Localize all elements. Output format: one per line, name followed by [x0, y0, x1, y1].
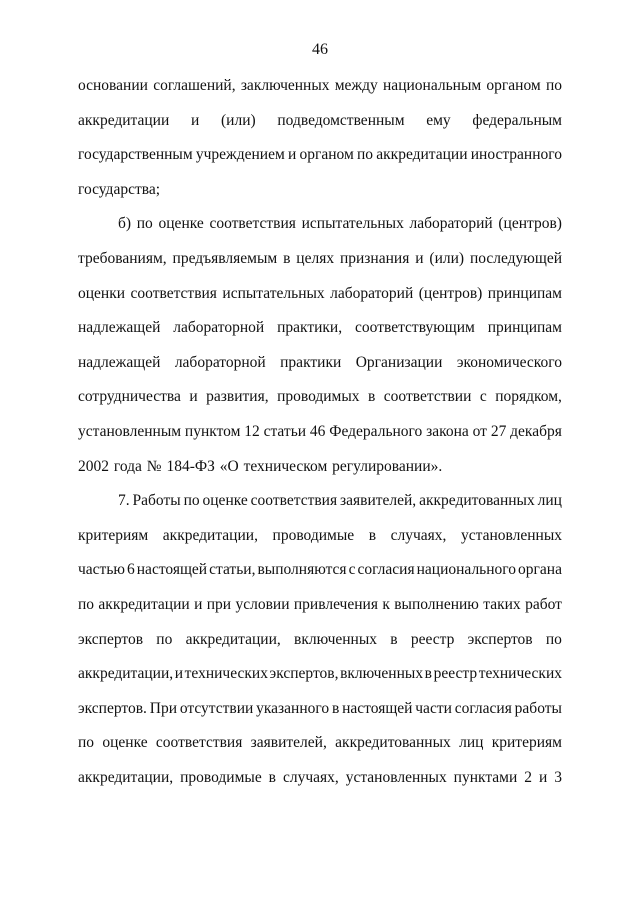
word: надлежащей — [78, 319, 161, 337]
word: 27 — [490, 422, 507, 440]
word: привлечения — [293, 595, 378, 613]
word: и — [194, 595, 203, 613]
word: Организации — [355, 353, 443, 371]
word: проводимые — [180, 768, 262, 786]
text-line — [78, 109, 562, 144]
word: целях — [296, 249, 335, 267]
word: в — [331, 699, 340, 717]
word: лабораторий — [330, 284, 414, 302]
word: технических — [478, 665, 562, 683]
word: 6 — [127, 561, 135, 579]
word: декабря — [510, 422, 562, 440]
word: развития, — [206, 388, 269, 406]
word: предъявляемым — [172, 249, 278, 267]
word: статьи, — [209, 561, 256, 579]
word: установленным — [78, 422, 182, 440]
word: аккредитации, — [162, 526, 258, 544]
word: надлежащей — [78, 353, 161, 371]
word: при — [206, 595, 232, 613]
text-line — [78, 385, 562, 420]
word: установленных — [461, 526, 562, 544]
word: и — [288, 146, 297, 164]
word: заявителей, — [340, 492, 417, 510]
text-line — [78, 766, 562, 801]
text-line — [78, 628, 562, 663]
page-number: 46 — [312, 41, 328, 58]
word: учреждением — [195, 146, 285, 164]
text-line — [78, 558, 562, 593]
word: Федерального — [329, 422, 423, 440]
word: по — [156, 630, 173, 648]
word: соответствующим — [355, 319, 475, 337]
word: 7. — [118, 492, 130, 510]
word: принципам — [487, 284, 562, 302]
word: соответствии — [383, 388, 472, 406]
word: б) — [118, 215, 132, 233]
word: таких — [483, 595, 521, 613]
word: включенных — [340, 665, 424, 683]
word: случаях, — [390, 526, 447, 544]
word: по — [78, 595, 95, 613]
word: указанного — [256, 699, 330, 717]
word: оценке — [102, 734, 148, 752]
word: по — [183, 492, 200, 510]
text-line — [78, 351, 562, 386]
word: по — [357, 146, 374, 164]
word: При — [149, 699, 177, 717]
text-line — [78, 247, 562, 282]
word: экспертов — [78, 630, 144, 648]
word: национального — [416, 561, 517, 579]
word: проводимые — [272, 526, 355, 544]
word: проводимых — [277, 388, 360, 406]
word: 12 — [244, 422, 260, 440]
word: соответствия — [130, 284, 217, 302]
word: по — [545, 77, 562, 94]
word: и — [174, 665, 184, 683]
word: соответствия — [209, 215, 296, 233]
word: соглашений, — [153, 77, 236, 94]
word: лиц — [537, 492, 562, 510]
word: органом — [299, 146, 354, 164]
text-line: 2002 года № 184-ФЗ «О техническом регулировании». — [78, 457, 443, 475]
word: критериям — [78, 526, 149, 544]
word: органа — [518, 561, 562, 579]
word: реестр — [410, 630, 455, 648]
word: критериям — [491, 734, 562, 752]
word: части — [415, 699, 452, 717]
word: аккредитации, — [185, 630, 281, 648]
word: соответствия — [155, 734, 243, 752]
word: основании — [78, 77, 148, 94]
text-line: государства; — [78, 180, 161, 198]
word: закона — [426, 422, 469, 440]
word: аккредитованных — [419, 492, 535, 510]
word: лабораторной — [174, 353, 266, 371]
word: случаях, — [282, 768, 339, 786]
word: по — [545, 630, 562, 648]
word: порядком, — [495, 388, 562, 406]
word: принципам — [487, 319, 562, 337]
word: аккредитации, — [78, 768, 174, 786]
word: (центров) — [418, 284, 483, 302]
word: аккредитации — [376, 146, 468, 164]
word: аккредитации — [78, 111, 170, 129]
word: условии — [235, 595, 290, 613]
text-line — [78, 420, 562, 455]
word: к — [382, 595, 390, 613]
word: согласия — [357, 561, 415, 579]
word: иностранного — [470, 146, 562, 164]
word: экспертов — [467, 630, 533, 648]
word: 2 — [524, 768, 532, 786]
text-line — [78, 697, 562, 732]
word: в — [268, 768, 276, 786]
paragraph — [78, 489, 562, 800]
word: испытательных — [222, 284, 325, 302]
word: с — [479, 388, 487, 406]
word: лиц — [459, 734, 484, 752]
word: по — [136, 215, 153, 233]
word: заключенных — [240, 77, 330, 94]
word: в — [390, 630, 398, 648]
word: лабораторной — [173, 319, 265, 337]
word: пунктом — [184, 422, 241, 440]
word: настоящей — [342, 699, 413, 717]
word: федеральным — [472, 111, 562, 129]
word: и — [415, 249, 424, 267]
word: оценки — [78, 284, 126, 302]
word: между — [334, 77, 378, 94]
word: заявителей, — [250, 734, 327, 752]
word: в — [368, 388, 376, 406]
word: и — [538, 768, 548, 786]
text-line — [78, 316, 562, 351]
word: экспертов. — [78, 699, 147, 717]
word: в — [283, 249, 291, 267]
word: национальным — [383, 77, 482, 94]
word: (или) — [429, 249, 465, 267]
word: по — [78, 734, 95, 752]
word: 46 — [309, 422, 326, 440]
document-body — [78, 74, 562, 800]
word: выполняются — [257, 561, 347, 579]
word: от — [472, 422, 487, 440]
text-line — [78, 593, 562, 628]
word: государственным — [78, 146, 193, 164]
word: требованиям, — [78, 249, 167, 267]
text-line — [78, 143, 562, 178]
word: аккредитации — [98, 595, 190, 613]
word: экспертов, — [269, 665, 339, 683]
word: аккредитованных — [335, 734, 451, 752]
word: испытательных — [301, 215, 404, 233]
text-line — [78, 731, 562, 766]
text-line — [78, 282, 562, 317]
word: реестр — [433, 665, 478, 683]
word: Работы — [132, 492, 181, 510]
word: подведомственным — [277, 111, 405, 129]
word: согласия — [454, 699, 512, 717]
word: работ — [525, 595, 562, 613]
paragraph — [78, 74, 562, 212]
word: в — [368, 526, 377, 544]
word: выполнению — [394, 595, 479, 613]
word: сотрудничества — [78, 388, 181, 406]
word: и — [189, 388, 198, 406]
word: признания — [339, 249, 410, 267]
word: установленных — [345, 768, 447, 786]
word: работы — [514, 699, 562, 717]
text-line — [78, 212, 562, 247]
word: технических — [184, 665, 268, 683]
text-line — [78, 524, 562, 559]
word: и — [191, 111, 200, 129]
word: оценке — [158, 215, 204, 233]
word: последующей — [469, 249, 562, 267]
word: практики — [280, 353, 342, 371]
word: частью — [78, 561, 125, 579]
word: 3 — [554, 768, 562, 786]
word: настоящей — [136, 561, 208, 579]
word: включенных — [294, 630, 378, 648]
word: экономического — [456, 353, 562, 371]
word: (центров) — [498, 215, 562, 233]
text-line — [78, 74, 562, 109]
text-line — [78, 662, 562, 697]
word: аккредитации, — [78, 665, 174, 683]
paragraph — [78, 212, 562, 489]
word: соответствия — [250, 492, 338, 510]
word: отсутствии — [179, 699, 254, 717]
word: практики, — [277, 319, 343, 337]
word: с — [348, 561, 356, 579]
word: (или) — [221, 111, 256, 129]
word: статьи — [263, 422, 307, 440]
word: пунктами — [453, 768, 518, 786]
word: лабораторий — [409, 215, 493, 233]
word: органом — [486, 77, 541, 94]
text-line — [78, 489, 562, 524]
word: оценке — [202, 492, 248, 510]
word: ему — [426, 111, 451, 129]
word: в — [424, 665, 432, 683]
